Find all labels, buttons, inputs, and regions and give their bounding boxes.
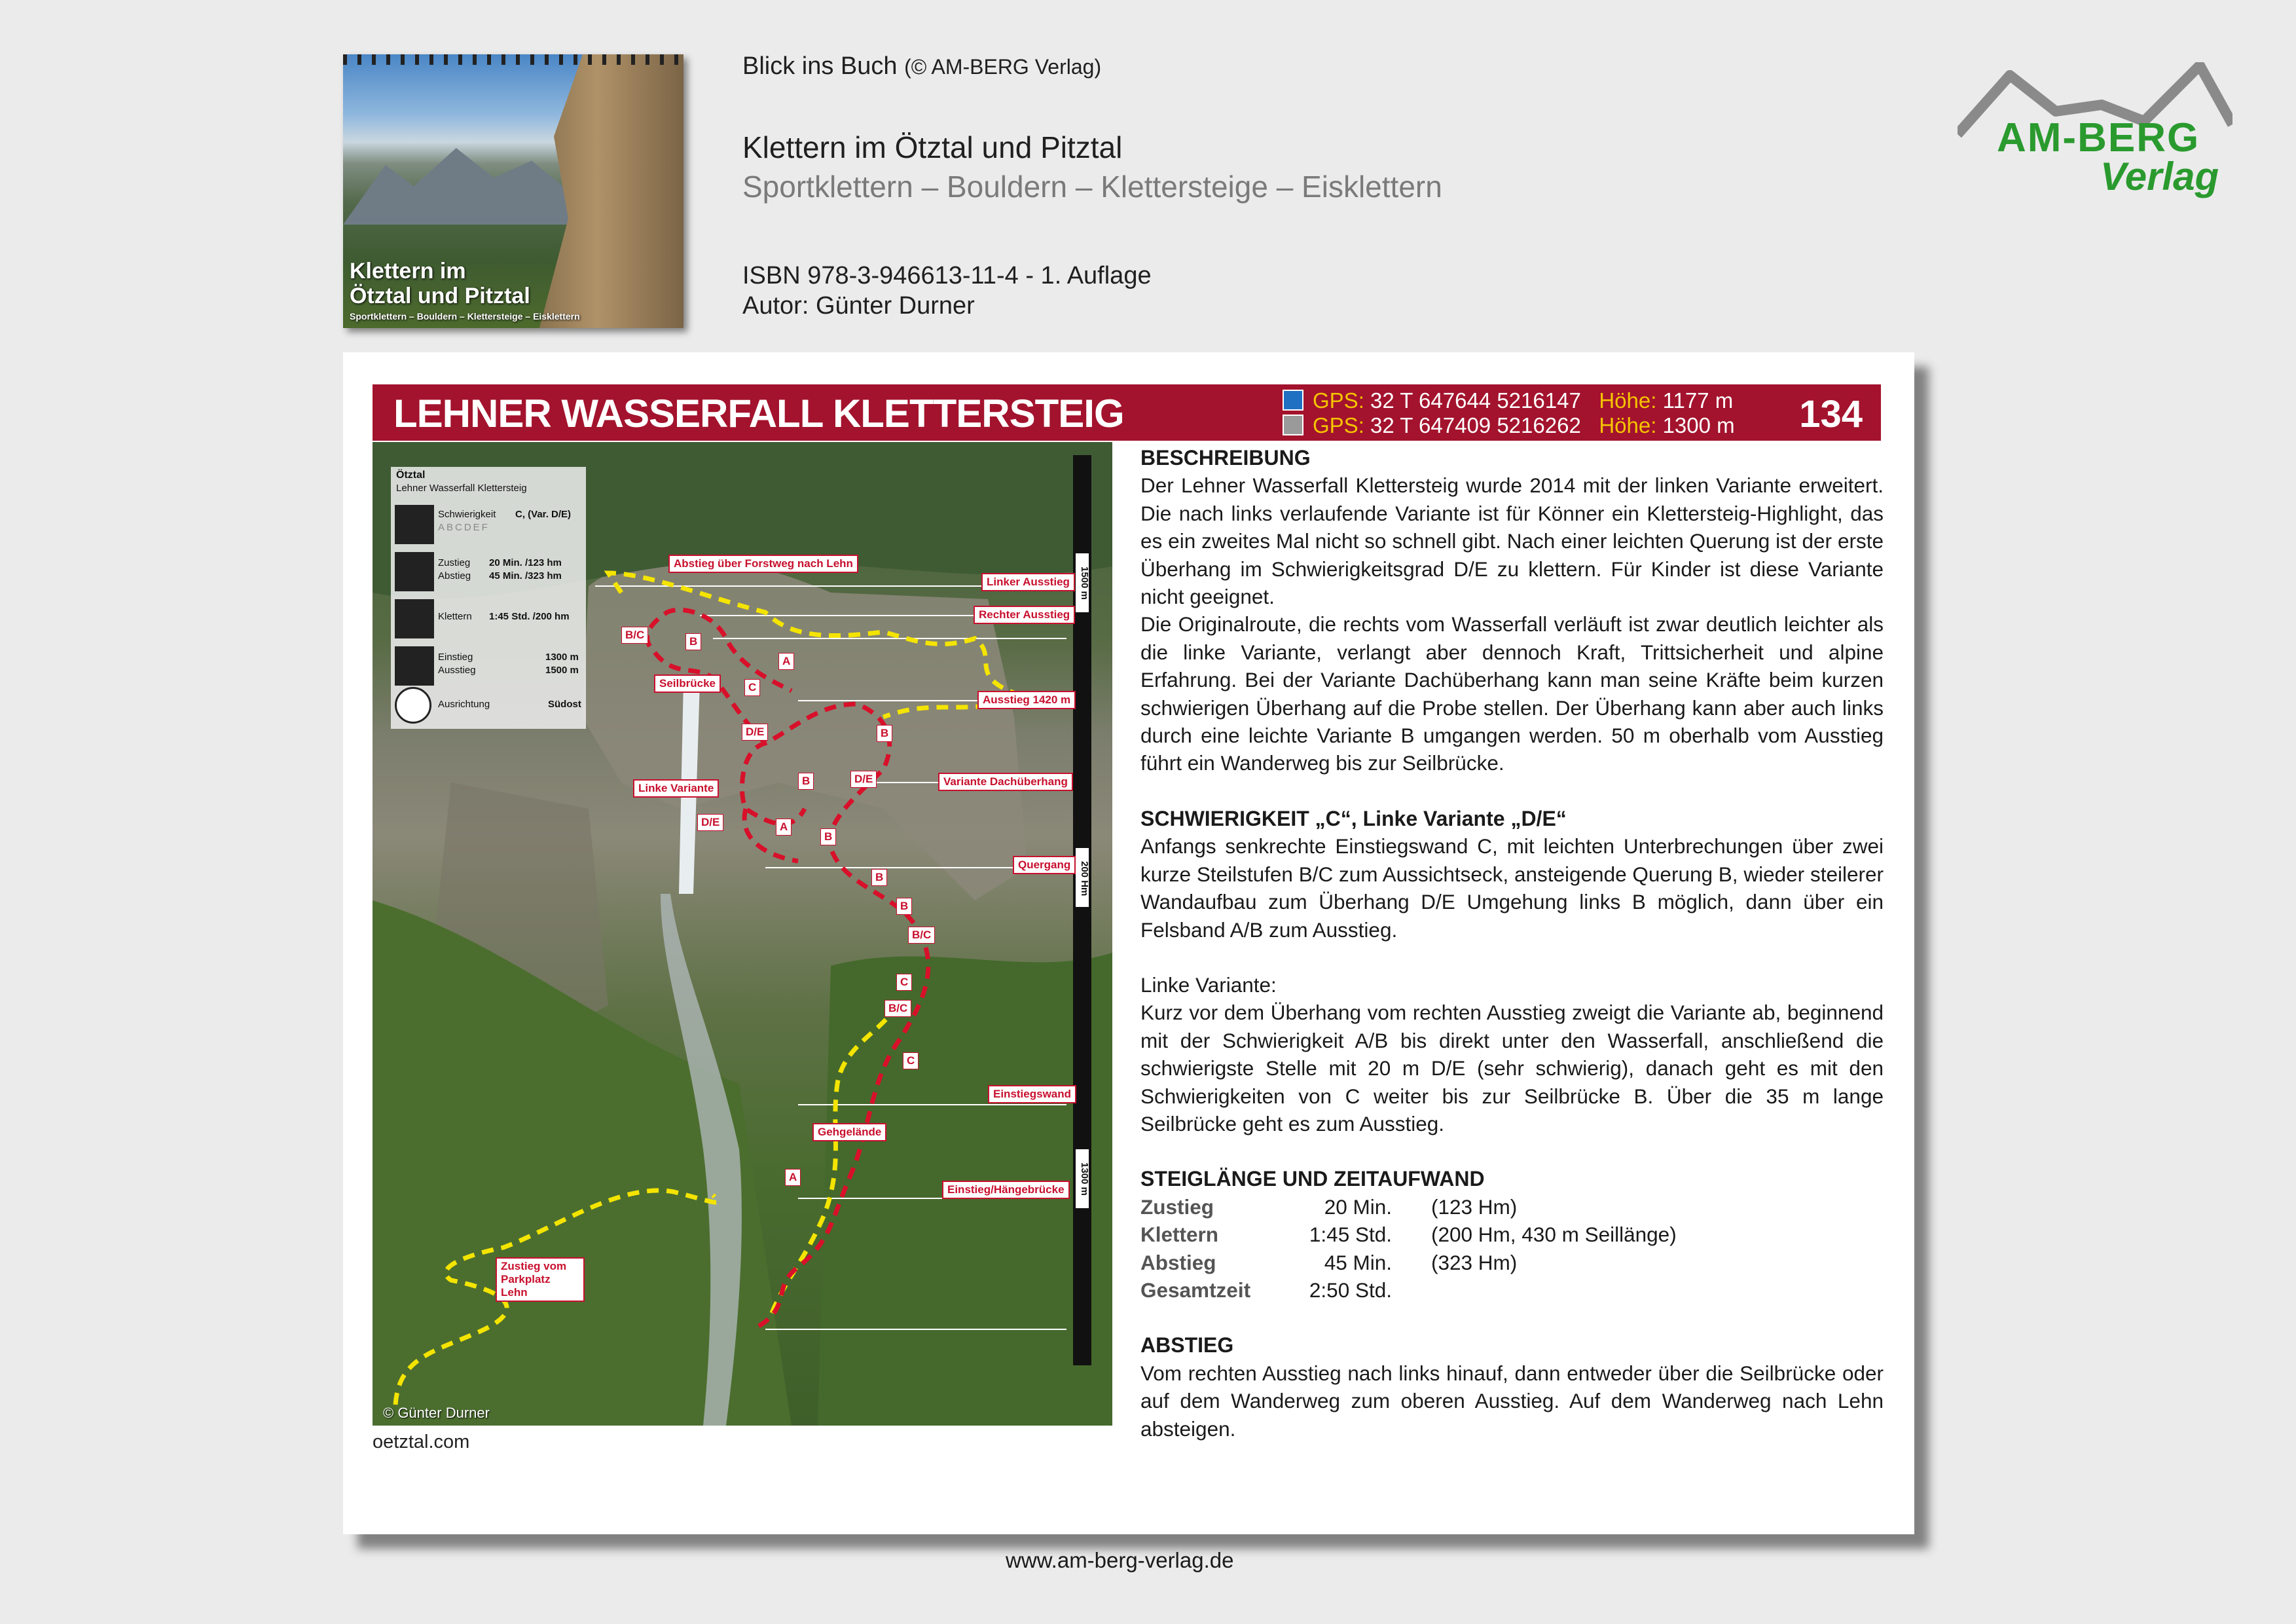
- topo-label-dachueberhang: Variante Dachüberhang: [938, 773, 1073, 791]
- book-cover-image: [343, 54, 683, 328]
- topo-label-einstieg: Einstieg/Hängebrücke: [942, 1181, 1070, 1199]
- book-subtitle: Sportklettern – Bouldern – Klettersteige – Eisklettern: [742, 170, 1442, 204]
- topo-label-einstiegswand: Einstiegswand: [988, 1085, 1076, 1103]
- grade-tag: A: [778, 653, 794, 670]
- heading-beschreibung: BESCHREIBUNG: [1140, 446, 1311, 470]
- scale-top-label: 1500 m: [1079, 566, 1090, 600]
- time-row: Gesamtzeit 2:50 Std.: [1140, 1278, 1392, 1302]
- grade-tag: B/C: [884, 1000, 911, 1017]
- rock-start-icon: [1283, 415, 1303, 435]
- difficulty-bars-icon: [395, 505, 434, 544]
- grade-tag: B: [896, 898, 912, 915]
- footer-url[interactable]: www.am-berg-verlag.de: [1006, 1548, 1234, 1572]
- description-paragraph-2: Die Originalroute, die rechts vom Wasserfall verläuft ist zwar deutlich leichter als die linke Variante, verlangt aber dennoch Kraft, Trittsicherheit und alpine Erfahrung. Bei der Variante Dachüberhang kann man seine Kräfte beim kurzen schwierigen Überhang auf die Probe stellen. Der Überhang kann aber auch links durch eine leichte Variante B umgangen werden. 50 m oberhalb vom Ausstieg führt ein Wanderweg bis zur Seilbrücke.: [1140, 612, 1884, 775]
- linke-variante-label: Linke Variante:: [1140, 972, 1277, 997]
- scale-mid-label: 200 Hm: [1079, 861, 1090, 896]
- grade-tag: B: [798, 773, 814, 790]
- infobox-row-difficulty: Schwierigkeit C, (Var. D/E) ABCDEF: [391, 501, 586, 548]
- grade-tag: C: [896, 974, 912, 991]
- topo-label-gehgelaende: Gehgelände: [812, 1123, 886, 1141]
- grade-tag: C: [903, 1052, 919, 1069]
- grade-tag: B/C: [621, 627, 648, 644]
- topo-label-abstieg: Abstieg über Forstweg nach Lehn: [668, 555, 858, 573]
- route-infobox: [391, 467, 586, 729]
- heading-abstieg: ABSTIEG: [1140, 1333, 1234, 1357]
- heading-schwierigkeit: SCHWIERIGKEIT „C“, Linke Variante „D/E“: [1140, 806, 1567, 830]
- gps-start: GPS: 32 T 647409 5216262 Höhe: 1300 m: [1283, 413, 1735, 438]
- page-number: 134: [1799, 393, 1863, 435]
- grade-tag: D/E: [742, 724, 768, 741]
- hiker-icon: [395, 552, 434, 591]
- time-row: Zustieg 20 Min. (123 Hm): [1140, 1194, 1518, 1219]
- author: Autor: Günter Durner: [742, 292, 975, 320]
- grade-tag: B: [877, 725, 892, 742]
- topo-photo: [373, 442, 1112, 1426]
- topo-label-rechter-ausstieg: Rechter Ausstieg: [974, 606, 1075, 624]
- linke-variante-paragraph: Kurz vor dem Überhang vom rechten Ausstieg zweigt die Variante ab, beginnend mit der Schwierigkeit A/B bis direkt unter den Wasserfall, anschließend die schwierigste Stelle mit 20 m D/E (sehr schwierig), danach geht es mit den Schwierigkeiten von C weiter bis zur Seilbrücke B. Über die 35 m lange Seilbrücke geht es zum Ausstieg.: [1140, 1001, 1884, 1135]
- difficulty-paragraph: Anfangs senkrechte Einstiegswand C, mit leichten Unterbrechungen über zwei kurze Steilstufen B/C zum Aussichtseck, ansteigende Querung B, wieder steilerer Wandaufbau zum Überhang D/E Umgehung links B möglich, dann über ein Felsband A/B zum Ausstieg.: [1140, 834, 1884, 942]
- climber-icon: [395, 599, 434, 638]
- grade-tag: B/C: [908, 927, 935, 944]
- isbn: ISBN 978-3-946613-11-4 - 1. Auflage: [742, 262, 1152, 289]
- infobox-row-climb: Klettern 1:45 Std. /200 hm: [391, 595, 586, 642]
- route-title: LEHNER WASSERFALL KLETTERSTEIG: [393, 392, 1124, 435]
- topo-label-zustieg: Zustieg vom Parkplatz Lehn: [496, 1257, 585, 1302]
- gps-parking: GPS: 32 T 647644 5216147 Höhe: 1177 m: [1283, 388, 1733, 413]
- grade-tag: D/E: [697, 814, 723, 831]
- time-row: Abstieg 45 Min. (323 Hm): [1140, 1250, 1518, 1274]
- logo-line2: Verlag: [2100, 155, 2219, 198]
- description-paragraph-1: Der Lehner Wasserfall Klettersteig wurde 2014 mit der linken Variante erweitert. Die nach links verlaufende Variante ist für Könner ein Klettersteig-Highlight, das es ein zweites Mal nicht so schnell gibt. Nach einer leichten Querung ist der erste Überhang im Schwierigkeitsgrad D/E zu klettern. Für Kinder ist diese Variante nicht geeignet.: [1140, 473, 1884, 609]
- cover-title-line1: Klettern im: [350, 259, 466, 284]
- infobox-route: Lehner Wasserfall Klettersteig: [396, 483, 527, 494]
- topo-label-quergang: Quergang: [1013, 856, 1076, 874]
- parking-icon: [1283, 390, 1303, 411]
- photo-credit: © Günter Durner: [383, 1405, 490, 1421]
- grade-tag: A: [785, 1169, 801, 1186]
- topo-label-linke-variante: Linke Variante: [633, 779, 719, 798]
- photo-caption: oetztal.com: [373, 1431, 470, 1452]
- grade-tag: B: [685, 633, 701, 650]
- blick-label: Blick ins Buch: [742, 52, 898, 80]
- time-row: Klettern 1:45 Std. (200 Hm, 430 m Seillänge): [1140, 1223, 1677, 1247]
- topo-label-ausstieg: Ausstieg 1420 m: [977, 691, 1076, 709]
- cover-subtitle: Sportklettern – Bouldern – Klettersteige – Eisklettern: [350, 311, 580, 322]
- infobox-row-approach: Zustieg 20 Min. /123 hm Abstieg 45 Min. /323 hm: [391, 548, 586, 595]
- topo-label-seilbruecke: Seilbrücke: [654, 674, 721, 693]
- copyright-note: (© AM-BERG Verlag): [904, 55, 1102, 79]
- elevation-profile-icon: [395, 646, 434, 686]
- infobox-row-orientation: Ausrichtung Südost: [391, 683, 586, 730]
- infobox-region: Ötztal: [396, 470, 426, 481]
- topo-label-linker-ausstieg: Linker Ausstieg: [981, 573, 1075, 591]
- grade-tag: A: [776, 819, 792, 836]
- scale-bottom-label: 1300 m: [1079, 1162, 1090, 1196]
- grade-tag: D/E: [850, 771, 877, 788]
- am-berg-logo: [1958, 62, 2232, 213]
- grade-tag: C: [744, 679, 760, 696]
- abstieg-paragraph: Vom rechten Ausstieg nach links hinauf, dann entweder über die Seilbrücke oder auf dem Wanderweg zum oberen Ausstieg. Auf dem Wanderweg nach Lehn absteigen.: [1140, 1361, 1884, 1441]
- heading-steiglaenge: STEIGLÄNGE UND ZEITAUFWAND: [1140, 1167, 1485, 1191]
- grade-tag: B: [820, 828, 836, 845]
- description-column: [1140, 444, 1884, 1443]
- grade-tag: B: [871, 869, 887, 886]
- logo-line1: AM-BERG: [1997, 115, 2200, 160]
- cover-title-line2: Ötztal und Pitztal: [350, 284, 530, 308]
- infobox-row-height: Einstieg 1300 m Ausstieg 1500 m: [391, 642, 586, 690]
- book-title: Klettern im Ötztal und Pitztal: [742, 130, 1123, 164]
- route-title-bar: [373, 384, 1881, 441]
- compass-icon: [395, 687, 431, 724]
- blick-title: [742, 52, 1101, 81]
